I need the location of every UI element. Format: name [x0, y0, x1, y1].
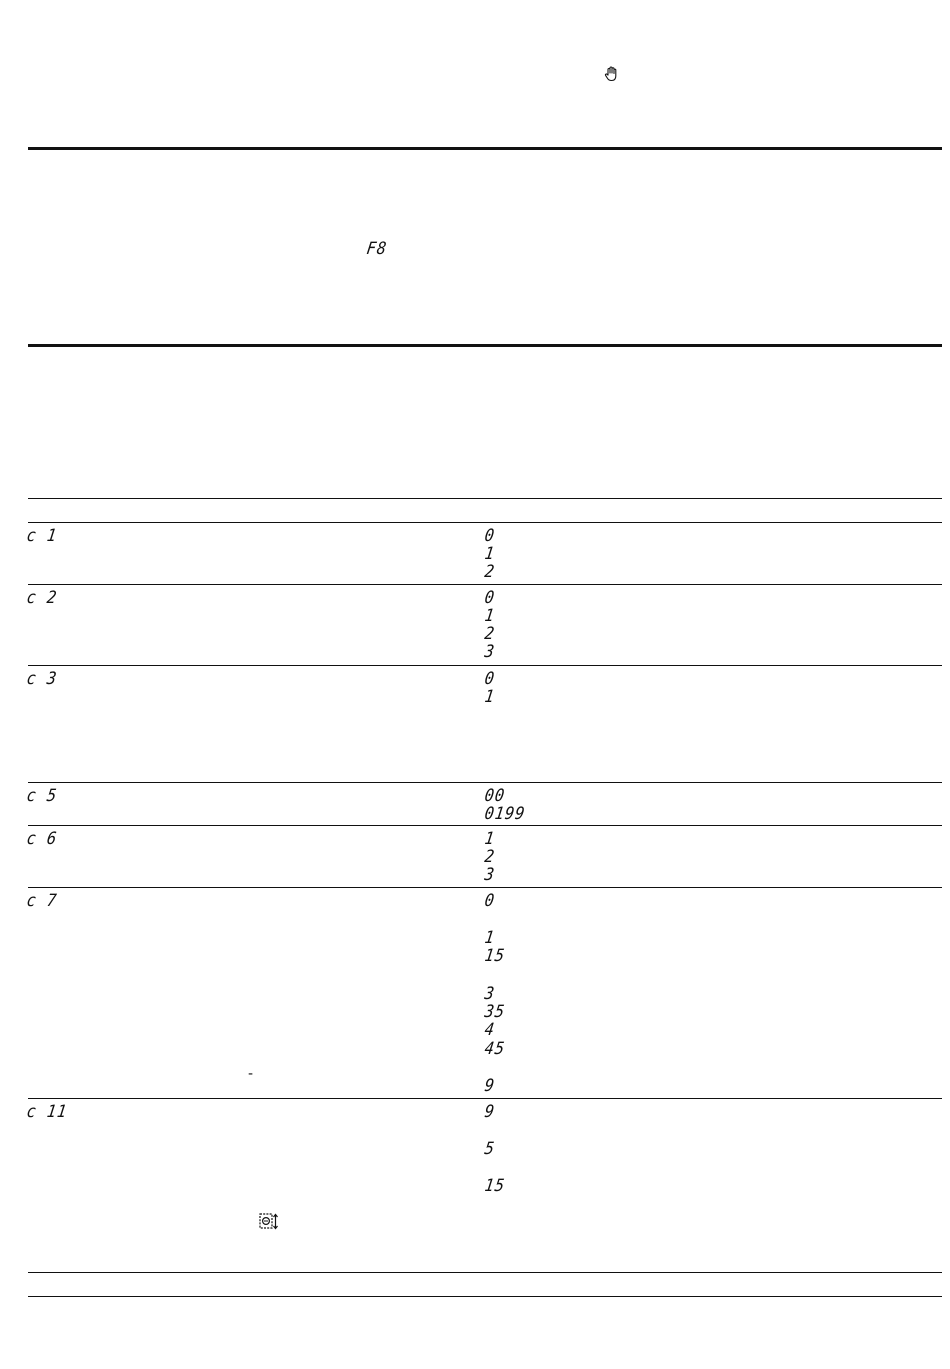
setting-value: 9 [483, 1102, 497, 1122]
setting-value: 5 [483, 1139, 497, 1159]
basket-icon [259, 1213, 279, 1230]
setting-value: 2 [483, 562, 497, 582]
setting-value: 1 [483, 544, 497, 564]
setting-value: 45 [483, 1039, 507, 1059]
setting-value: 1 [483, 928, 497, 948]
setting-code: c 5 [25, 786, 59, 806]
setting-value: 0 [483, 526, 497, 546]
setting-code: c 6 [25, 829, 59, 849]
section-divider [28, 344, 942, 347]
setting-value: 1 [483, 829, 497, 849]
setting-value: 3 [483, 984, 497, 1004]
setting-value: 1 [483, 687, 497, 707]
setting-value: 15 [483, 1176, 507, 1196]
setting-value: 0 [483, 891, 497, 911]
setting-values [483, 526, 497, 582]
setting-values [483, 786, 531, 824]
hand-icon [604, 66, 618, 82]
table-bottom-rule [28, 1296, 942, 1297]
setting-values [483, 829, 497, 885]
setting-code: c 3 [25, 669, 59, 689]
setting-value: 4 [483, 1020, 497, 1040]
setting-code: c 1 [25, 526, 59, 546]
setting-code: c 2 [25, 588, 59, 608]
table-row-divider [28, 1272, 942, 1273]
setting-value: 0199 [483, 804, 527, 824]
setting-value: 2 [483, 847, 497, 867]
table-row-divider [28, 782, 942, 783]
setting-value: 1 [483, 606, 497, 626]
setting-value: 9 [483, 1076, 497, 1096]
table-row-divider [28, 1098, 942, 1099]
setting-value: 0 [483, 669, 497, 689]
setting-value: 0 [483, 588, 497, 608]
table-row-divider [28, 522, 942, 523]
table-row-divider [28, 584, 942, 585]
setting-value: 35 [483, 1002, 507, 1022]
setting-code: c 7 [25, 891, 59, 911]
setting-value: 3 [483, 642, 497, 662]
setting-values [483, 669, 497, 707]
table-top-rule [28, 498, 942, 499]
table-row-divider [28, 887, 942, 888]
setting-value: 3 [483, 865, 497, 885]
table-row-divider [28, 665, 942, 666]
dash-symbol: - [248, 1066, 254, 1082]
setting-value: 15 [483, 946, 507, 966]
setting-code: c 11 [25, 1102, 69, 1122]
setting-value: 00 [483, 786, 507, 806]
error-code-display: F8 [365, 239, 389, 259]
section-divider [28, 147, 942, 150]
setting-values [483, 588, 497, 662]
table-row-divider [28, 825, 942, 826]
setting-value: 2 [483, 624, 497, 644]
